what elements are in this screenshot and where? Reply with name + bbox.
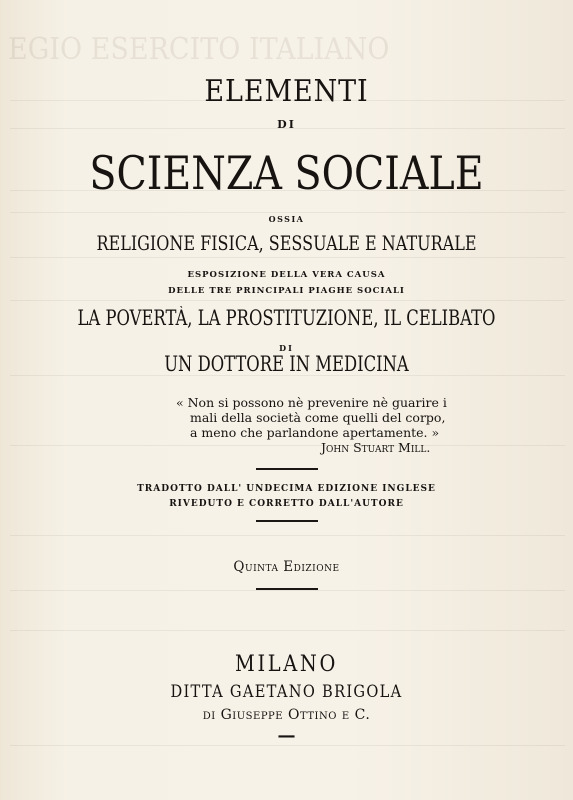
show-through-line bbox=[10, 300, 565, 301]
show-through-line bbox=[10, 212, 565, 213]
show-through-line bbox=[10, 630, 565, 631]
title-line-1: ELEMENTI bbox=[204, 74, 369, 109]
imprint-city: MILANO bbox=[235, 652, 338, 677]
exposition-line-2: DELLE TRE PRINCIPALI PIAGHE SOCIALI bbox=[168, 286, 405, 296]
end-mark: — bbox=[277, 725, 296, 746]
author-line: UN DOTTORE IN MEDICINA bbox=[164, 352, 409, 376]
epigraph bbox=[176, 395, 516, 455]
show-through-line bbox=[10, 257, 565, 258]
divider-rule bbox=[256, 520, 318, 522]
show-through-line bbox=[10, 590, 565, 591]
epigraph-line-1: « Non si possono nè prevenire nè guarire i bbox=[176, 395, 447, 410]
title-line-2: SCIENZA SOCIALE bbox=[89, 146, 484, 200]
divider-rule bbox=[256, 588, 318, 590]
translation-note-2: RIVEDUTO E CORRETTO DALL'AUTORE bbox=[169, 499, 404, 509]
epigraph-line-3: a meno che parlandone apertamente. » bbox=[190, 425, 440, 440]
subtitle: RELIGIONE FISICA, SESSUALE E NATURALE bbox=[96, 231, 477, 255]
divider-rule bbox=[256, 468, 318, 470]
connector-ossia: OSSIA bbox=[268, 214, 305, 224]
edition-label: Quinta Edizione bbox=[233, 559, 340, 575]
plagues-line: LA POVERTÀ, LA PROSTITUZIONE, IL CELIBATO bbox=[77, 306, 496, 330]
imprint-owner: di Giuseppe Ottino e C. bbox=[202, 707, 371, 723]
imprint-publisher: DITTA GAETANO BRIGOLA bbox=[170, 682, 403, 702]
epigraph-attribution: John Stuart Mill. bbox=[321, 440, 431, 455]
show-through-heading: EGIO ESERCITO ITALIANO bbox=[8, 32, 390, 67]
connector-di-author: DI bbox=[279, 343, 294, 353]
show-through-line bbox=[10, 535, 565, 536]
connector-di: DI bbox=[277, 118, 296, 131]
exposition-line-1: ESPOSIZIONE DELLA VERA CAUSA bbox=[187, 270, 386, 280]
translation-note-1: TRADOTTO DALL' UNDECIMA EDIZIONE INGLESE bbox=[137, 484, 436, 494]
epigraph-line-2: mali della società come quelli del corpo, bbox=[190, 410, 446, 425]
